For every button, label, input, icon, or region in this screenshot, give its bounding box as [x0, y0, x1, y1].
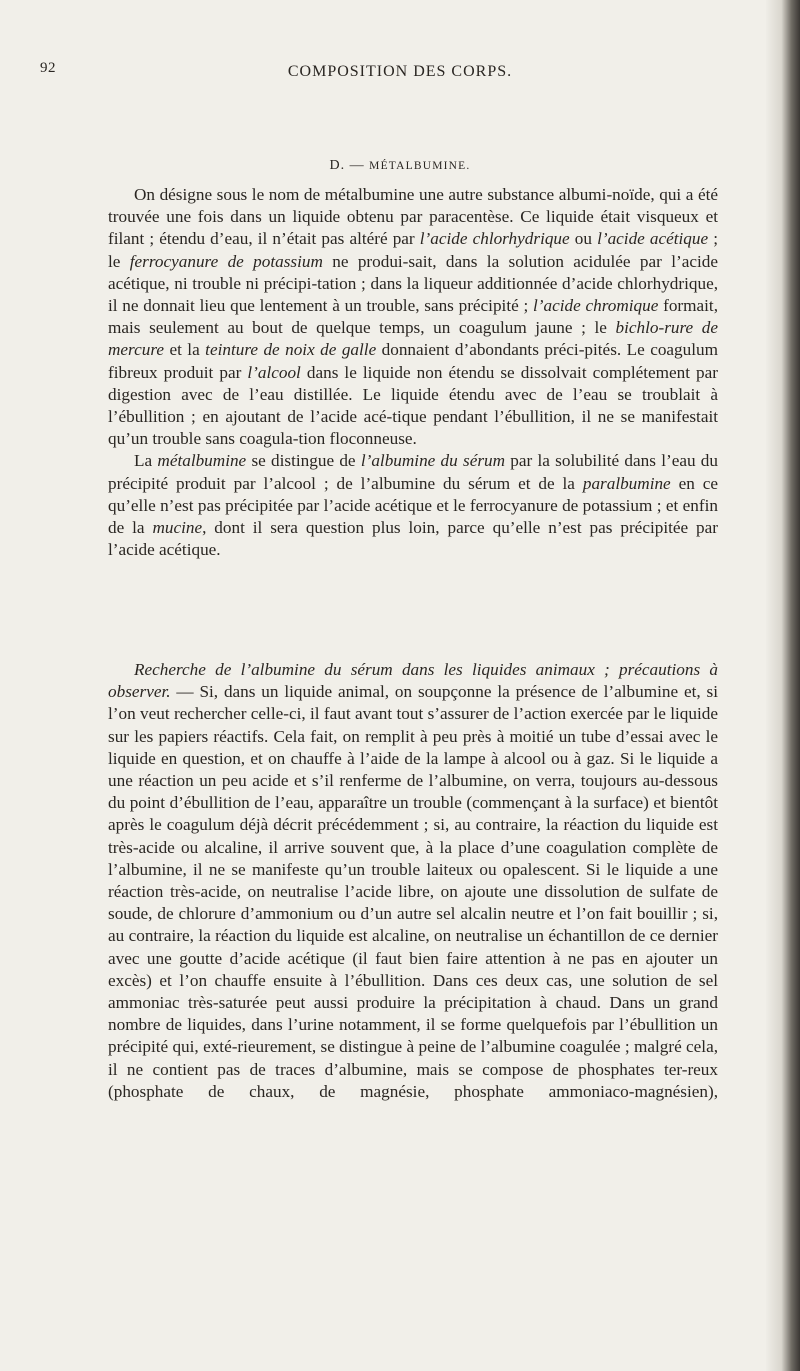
section-heading	[0, 158, 800, 174]
running-title: COMPOSITION DES CORPS.	[287, 63, 513, 80]
section-title: MÉTALBUMINE.	[369, 160, 471, 172]
text-block-recherche	[108, 659, 718, 1103]
paragraph-distinction: La métalbumine se distingue de l’albumine du sérum par la solubilité dans l’eau du précipité produit par l’alcool ; de l’albumine du sérum et de la paralbumine en ce qu’elle n’est pas précipitée par l’acide acétique et le ferrocyanure de potassium ; et enfin de la mucine, dont il sera question plus loin, parce qu’elle n’est pas précipitée par l’acide acétique.	[108, 451, 718, 560]
recherche-heading: Recherche de l’albumine du sérum dans les liquides animaux ; précautions à observer.	[108, 660, 718, 702]
paragraph-definition: On désigne sous le nom de métalbumine une autre substance albumi-noïde, qui a été trouvée une fois dans un liquide obtenu par paracentèse. Ce liquide était visqueux et filant ; étendu d’eau, il n’était pas altéré par l’acide chlorhydrique ou l’acide acétique ; le ferrocyanure de potassium ne produi-sait, dans la solution acidulée par l’acide acétique, ni trouble ni précipi-tation ; dans la liqueur additionnée d’acide chlorhydrique, il ne donnait lieu que lentement à un trouble, sans précipité ; l’acide chromique formait, mais seulement au bout de quelque temps, un coagulum jaune ; le bichlo-rure de mercure et la teinture de noix de galle donnaient d’abondants préci-pités. Le coagulum fibreux produit par l’alcool dans le liquide non étendu se dissolvait complétement par digestion avec de l’eau distillée. Le liquide étendu avec de l’eau se troublait à l’ébullition ; en ajoutant de l’acide acé-tique pendant l’ébullition, il ne se manifestait qu’un trouble sans coagula-tion floconneuse.	[108, 185, 719, 449]
page-edge-shadow	[766, 0, 800, 1371]
text-block-metalbumine	[108, 184, 718, 561]
recherche-body: — Si, dans un liquide animal, on soupçonne la présence de l’albumine et, si l’on veut rechercher celle-ci, il faut avant tout s’assurer de l’action exercée par le liquide sur les papiers réactifs. Cela fait, on remplit à peu près à moitié un tube d’essai avec le liquide en question, et on chauffe à l’aide de la lampe à alcool ou à gaz. Si le liquide a une réaction un peu acide et s’il renferme de l’albumine, on verra, toujours au-dessous du point d’ébullition de l’eau, apparaître un trouble (commençant à la surface) et bientôt après le coagulum déjà décrit précédemment ; si, au contraire, la réaction du liquide est très-acide ou alcaline, il arrive souvent que, à la place d’une coagulation complète de l’albumine, il ne se manifeste qu’un trouble laiteux ou opalescent. Si le liquide a une réaction très-acide, on neutralise l’acide libre, on ajoute une dissolution de sulfate de soude, de chlorure d’ammonium ou d’un autre sel alcalin neutre et l’on fait bouillir ; si, au contraire, la réaction du liquide est alcaline, on neutralise un échantillon de ce dernier avec une goutte d’acide acétique (il faut bien faire attention à ne pas en ajouter un excès) et l’on chauffe ensuite à l’ébullition. Dans ces deux cas, une solution de sel ammoniac très-saturée peut aussi produire la précipitation à chaud. Dans un grand nombre de liquides, dans l’urine notamment, il se forme quelquefois par l’ébullition un précipité qui, exté-rieurement, se distingue à peine de l’albumine coagulée ; malgré cela, il ne contient pas de traces d’albumine, mais se compose de phosphates ter-reux (phosphate de chaux, de magnésie, phosphate ammoniaco-magnésien),	[108, 682, 718, 1101]
paragraph-recherche	[108, 659, 718, 1103]
page-number: 92	[40, 60, 56, 76]
section-dash: —	[349, 158, 365, 173]
section-letter: D.	[329, 158, 346, 173]
